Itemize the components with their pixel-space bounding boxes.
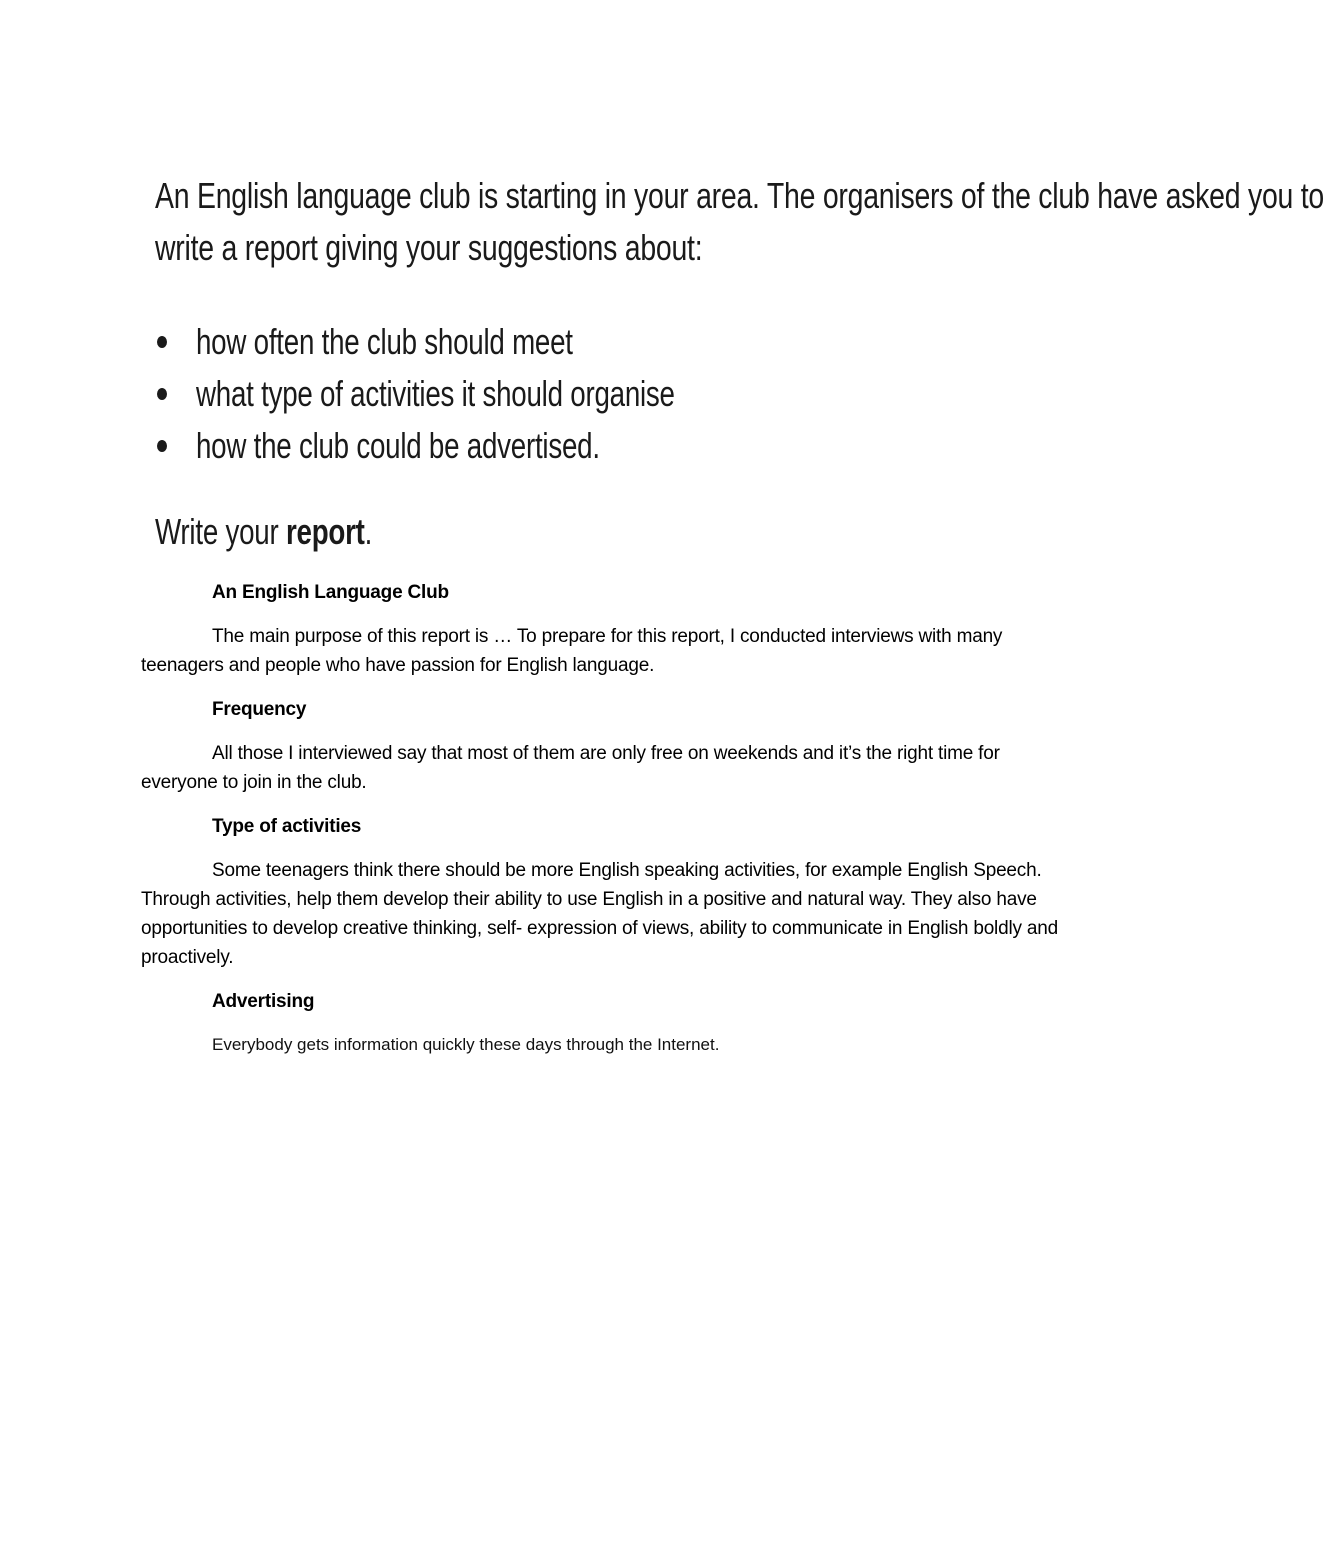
bullet-icon [157, 388, 167, 400]
bullet-icon [157, 440, 167, 452]
section-text-advertising: Everybody gets information quickly these days through the Internet. [212, 1035, 720, 1054]
report-body [141, 578, 1071, 1059]
section-heading-frequency: Frequency [212, 699, 307, 720]
bullet-icon [157, 336, 167, 348]
prompt-bullet-item [155, 368, 1115, 420]
section-heading-advertising: Advertising [212, 991, 315, 1012]
section-text-activities: Some teenagers think there should be more English speaking activities, for example English Speech. Through activities, help them develop their ability to use English in a positive and natural way. They also have opportunities to develop creative thinking, self- expression of views, ability to communicate in English boldly and proactively. [141, 860, 1058, 968]
report-intro: The main purpose of this report is … To prepare for this report, I conducted interviews with many teenagers and people who have passion for English language. [141, 626, 1003, 676]
instruction-prefix: Write your [155, 511, 286, 552]
task-prompt [155, 170, 1324, 558]
prompt-line-1: An English language club is starting in your area. The organisers of the club have asked you to [155, 175, 1324, 216]
prompt-instruction [155, 506, 894, 558]
section-text-frequency: All those I interviewed say that most of them are only free on weekends and it’s the right time for everyone to join in the club. [141, 743, 1000, 793]
section-heading-activities: Type of activities [212, 816, 362, 837]
prompt-bullet-text: how often the club should meet [196, 321, 573, 362]
instruction-suffix: . [364, 511, 373, 552]
prompt-bullet-list [155, 316, 1115, 472]
prompt-bullet-text: what type of activities it should organise [196, 373, 675, 414]
prompt-bullet-item [155, 420, 1115, 472]
prompt-bullet-text: how the club could be advertised. [196, 425, 600, 466]
prompt-line-2: write a report giving your suggestions about: [155, 227, 703, 268]
prompt-bullet-item [155, 316, 1115, 368]
instruction-bold-word: report [285, 511, 365, 552]
report-title: An English Language Club [212, 582, 449, 603]
